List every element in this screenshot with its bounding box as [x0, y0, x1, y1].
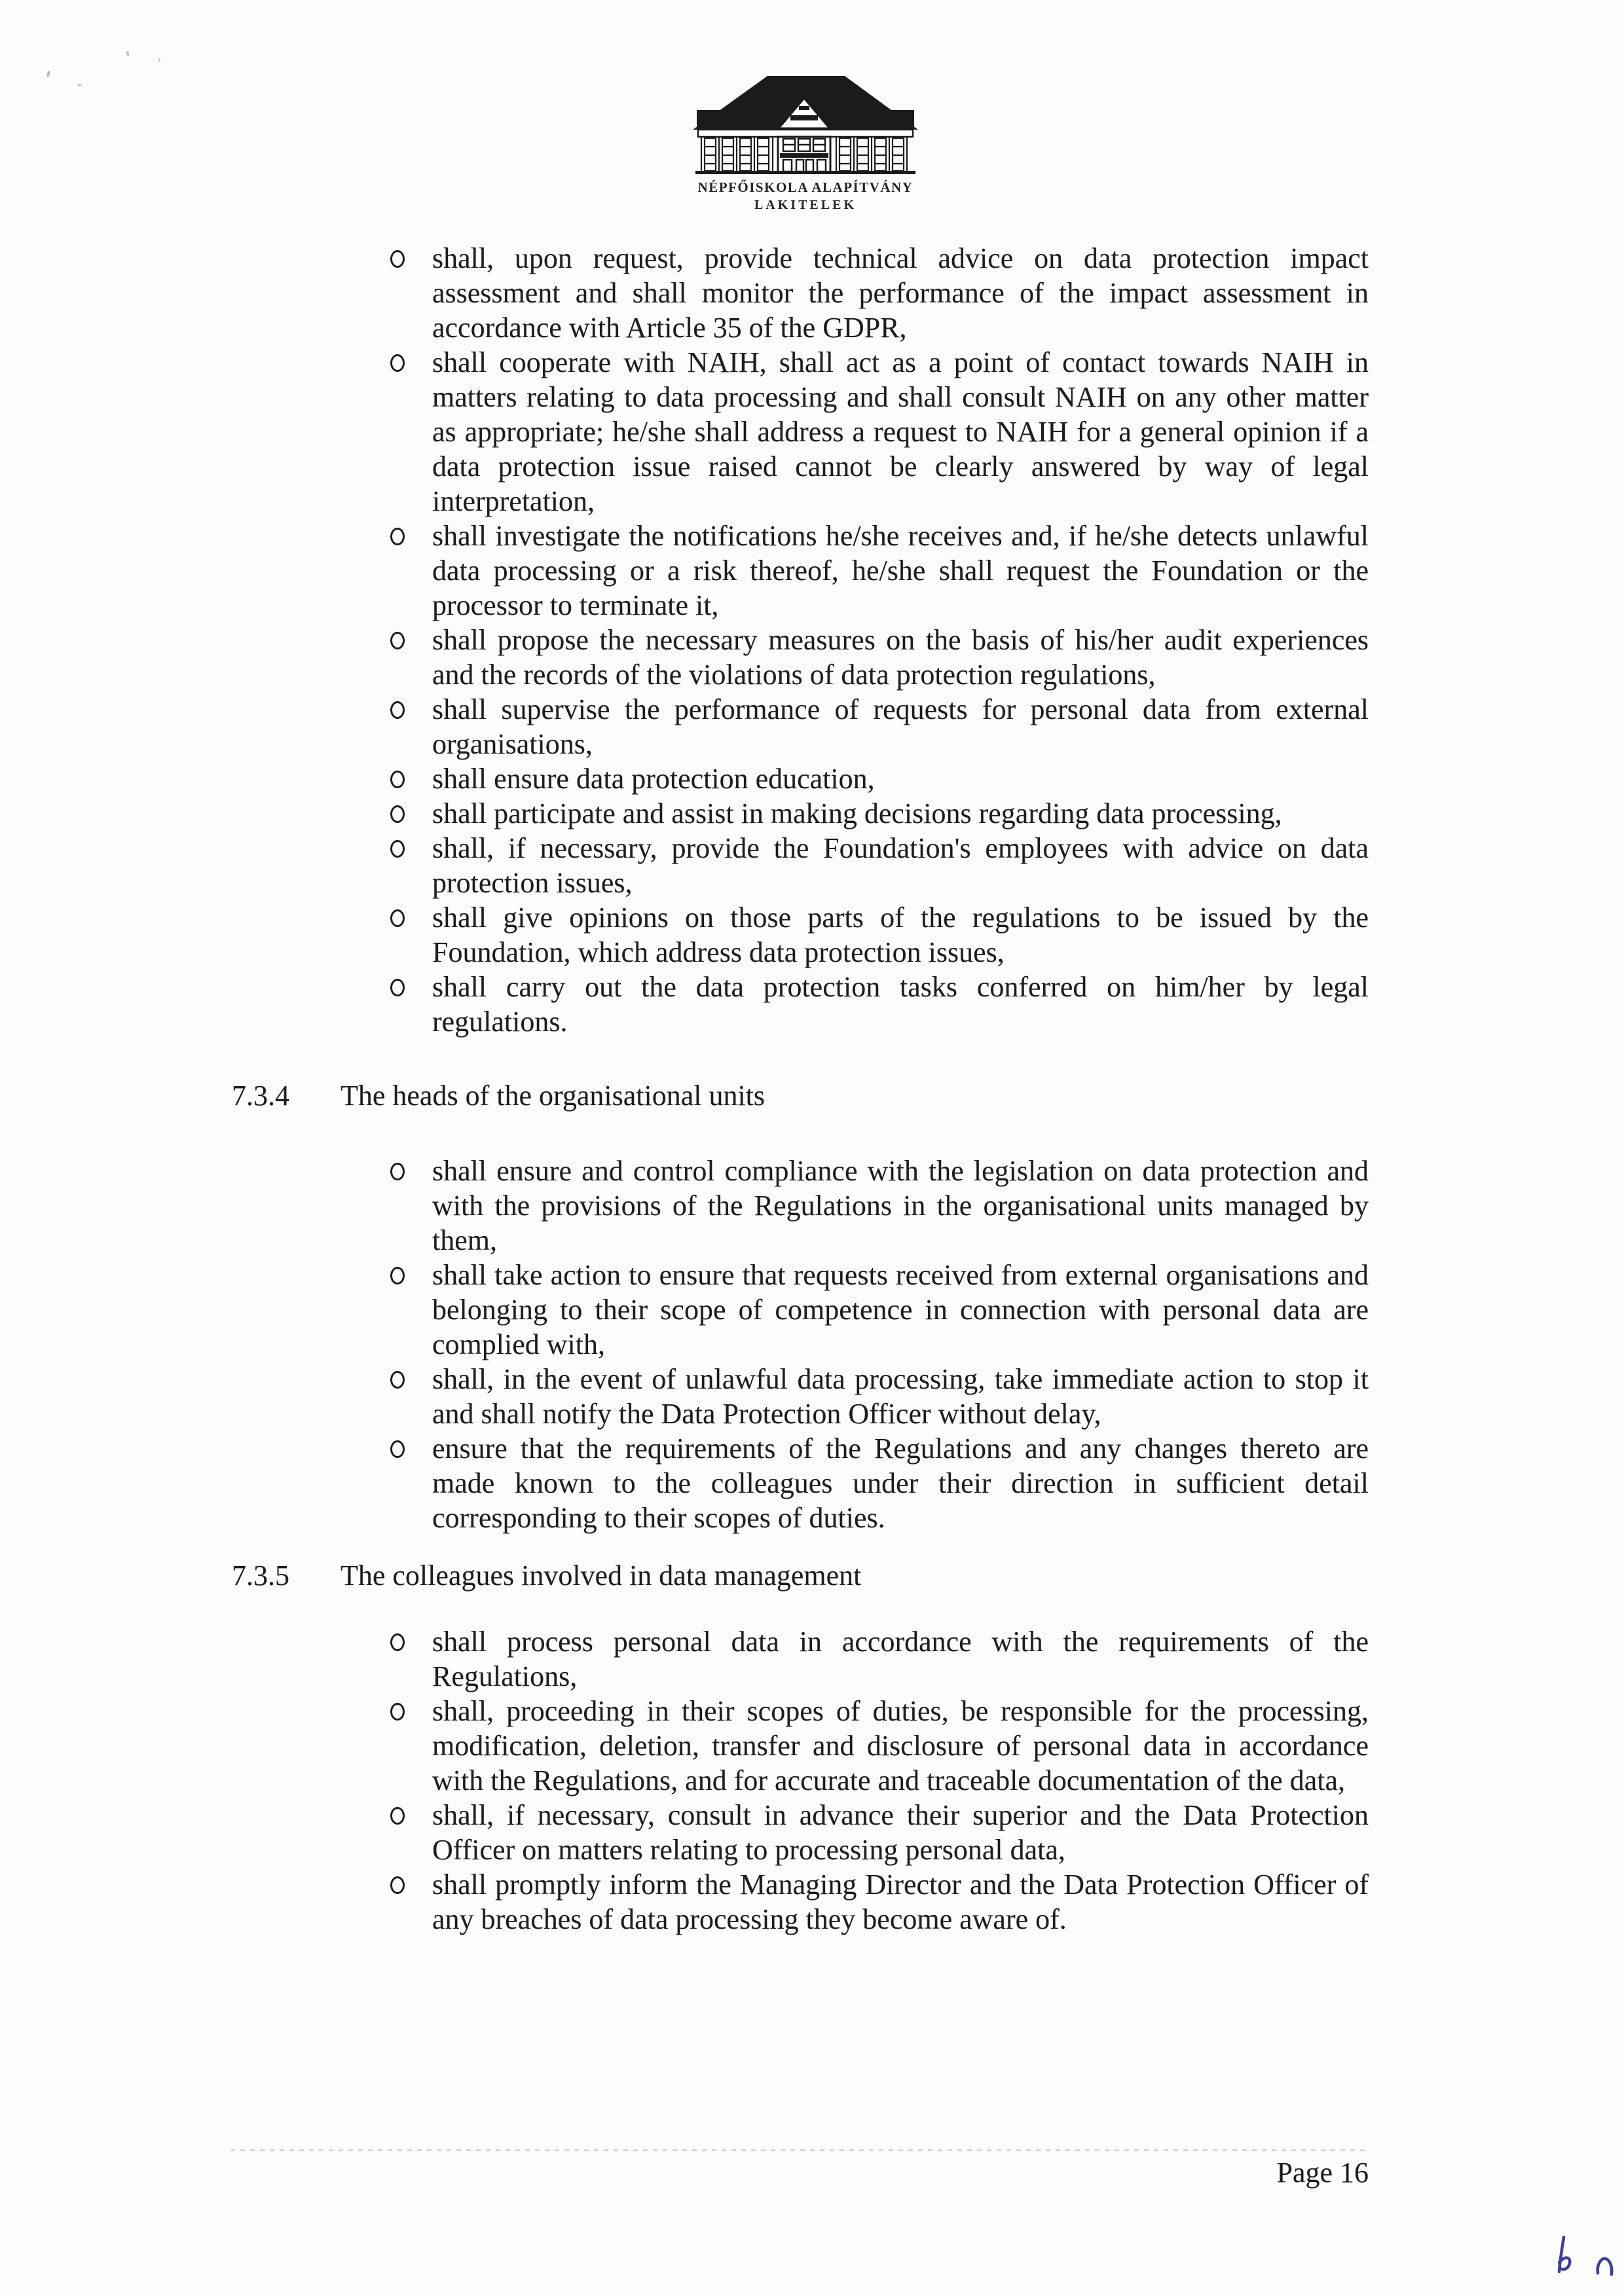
footer-rule [231, 2149, 1365, 2151]
bullet-marker-icon [390, 1440, 405, 1458]
bullet-marker-icon [390, 250, 405, 268]
scan-artifact [158, 58, 160, 62]
bullet-item [0, 241, 1624, 345]
bullet-text: shall participate and assist in making decisions regarding data processing, [432, 797, 1282, 829]
bullet-marker-icon [390, 840, 405, 858]
scan-artifact [46, 71, 50, 78]
bullet-marker-icon [390, 1267, 405, 1285]
bullet-marker-icon [390, 701, 405, 719]
bullet-marker-icon [390, 1633, 405, 1651]
section-number: 7.3.4 [232, 1080, 289, 1112]
bullet-text: shall investigate the notifications he/she receives and, if he/she detects unlawful data processing or a risk thereof, he/she shall request the Foundation or the processor to terminate it, [432, 520, 1369, 621]
bullet-item [0, 1154, 1624, 1258]
bullet-text: shall take action to ensure that requests received from external organisations and belonging to their scope of competence in connection with personal data are complied with, [432, 1259, 1369, 1360]
bullet-marker-icon [390, 1163, 405, 1180]
bullet-text: shall ensure and control compliance with the legislation on data protection and with the provisions of the Regulations in the organisational units managed by them, [432, 1155, 1369, 1256]
bullet-text: shall process personal data in accordance with the requirements of the Regulations, [432, 1626, 1369, 1692]
bullet-text: shall, upon request, provide technical advice on data protection impact assessment and shall monitor the performance of the impact assessment in accordance with Article 35 of the GDPR, [432, 242, 1369, 344]
bullet-item [0, 1258, 1624, 1362]
bullet-text: ensure that the requirements of the Regulations and any changes thereto are made known to the colleagues under their direction in sufficient detail corresponding to their scopes of duties. [432, 1432, 1369, 1534]
bullet-item [0, 1624, 1624, 1694]
section-7-3-4-bullet-list [0, 1154, 1624, 1535]
bullet-marker-icon [390, 1371, 405, 1389]
bullet-marker-icon [390, 771, 405, 788]
section-title: The heads of the organisational units [341, 1080, 766, 1112]
bullet-item [0, 970, 1624, 1039]
bullet-marker-icon [390, 805, 405, 823]
bullet-item [0, 692, 1624, 761]
building-icon [688, 72, 923, 177]
section-heading-7-3-5 [0, 1558, 1624, 1593]
bullet-item [0, 1798, 1624, 1867]
page-number: Page 16 [1276, 2157, 1369, 2189]
bullet-item [0, 796, 1624, 831]
bullet-marker-icon [390, 979, 405, 996]
bullet-marker-icon [390, 528, 405, 545]
section-number: 7.3.5 [232, 1559, 289, 1592]
bullet-item [0, 1362, 1624, 1431]
bullet-item [0, 900, 1624, 970]
bullet-item [0, 623, 1624, 692]
bullet-text: shall ensure data protection education, [432, 763, 875, 795]
bullet-text: shall supervise the performance of requests for personal data from external organisations, [432, 693, 1369, 760]
section-7-3-5-bullet-list [0, 1624, 1624, 1937]
bullet-text: shall cooperate with NAIH, shall act as a point of contact towards NAIH in matters relating to data processing and shall consult NAIH on any other matter as appropriate; he/she shall address a request to NAIH for a general opinion if a data protection issue raised cannot be clearly answered by way of legal interpretation, [432, 346, 1369, 517]
scan-artifact [126, 51, 130, 57]
bullet-text: shall carry out the data protection tasks conferred on him/her by legal regulations. [432, 971, 1369, 1038]
bullet-marker-icon [390, 1703, 405, 1721]
bullet-item [0, 519, 1624, 623]
bullet-marker-icon [390, 909, 405, 927]
bullet-item [0, 761, 1624, 796]
bullet-marker-icon [390, 1807, 405, 1825]
handwritten-initials-icon [1553, 2234, 1624, 2283]
bullet-text: shall give opinions on those parts of the regulations to be issued by the Foundation, which address data protection issues, [432, 902, 1369, 968]
intro-bullet-list [0, 241, 1624, 1039]
bullet-item [0, 1867, 1624, 1937]
bullet-item [0, 1694, 1624, 1798]
bullet-text: shall promptly inform the Managing Director and the Data Protection Officer of any breaches of data processing they become aware of. [432, 1868, 1369, 1935]
bullet-item [0, 1431, 1624, 1535]
bullet-text: shall, if necessary, consult in advance their superior and the Data Protection Officer on matters relating to processing personal data, [432, 1799, 1369, 1866]
bullet-marker-icon [390, 632, 405, 649]
logo-org-name: NÉPFŐISKOLA ALAPÍTVÁNY [697, 179, 913, 195]
section-title: The colleagues involved in data management [341, 1559, 862, 1592]
scan-artifact [77, 84, 83, 86]
bullet-text: shall, if necessary, provide the Foundation's employees with advice on data protection issues, [432, 832, 1369, 899]
bullet-marker-icon [390, 1876, 405, 1894]
logo-org-location: LAKITELEK [754, 198, 857, 212]
bullet-text: shall propose the necessary measures on the basis of his/her audit experiences and the records of the violations of data protection regulations, [432, 624, 1369, 691]
section-heading-7-3-4 [0, 1078, 1624, 1113]
bullet-text: shall, in the event of unlawful data processing, take immediate action to stop it and shall notify the Data Protection Officer without delay, [432, 1363, 1369, 1430]
document-body [0, 241, 1624, 1937]
foundation-logo [681, 72, 930, 213]
bullet-item [0, 345, 1624, 519]
bullet-text: shall, proceeding in their scopes of duties, be responsible for the processing, modification, deletion, transfer and disclosure of personal data in accordance with the Regulations, and for accurate and traceable documentation of the data, [432, 1695, 1369, 1796]
bullet-item [0, 831, 1624, 900]
bullet-marker-icon [390, 354, 405, 372]
